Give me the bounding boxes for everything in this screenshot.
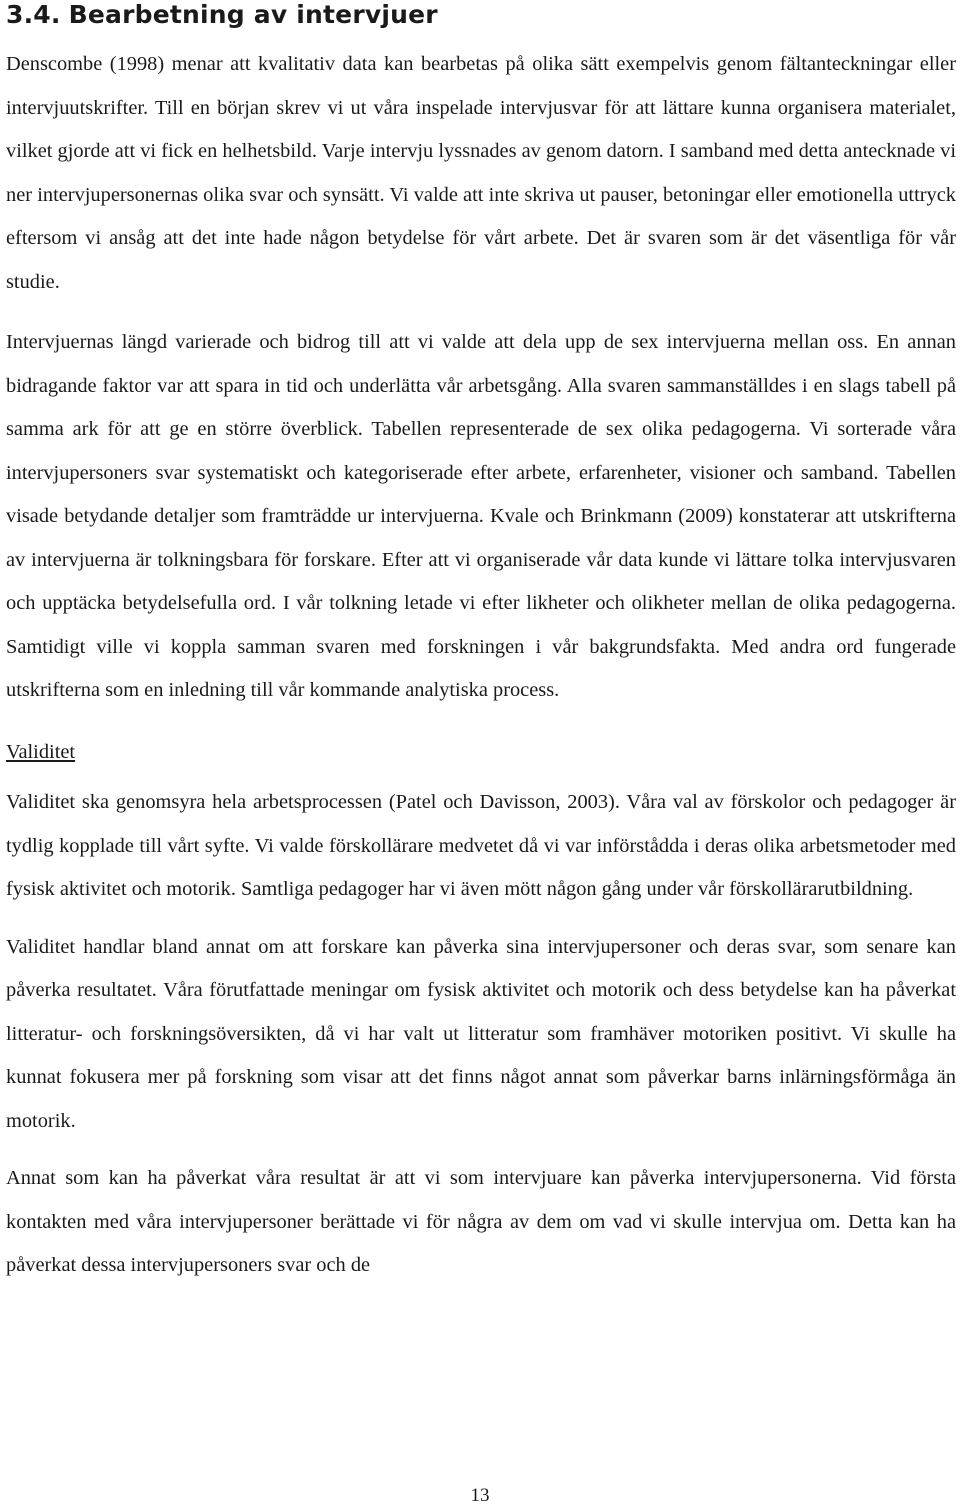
paragraph-validity-influence: Validitet handlar bland annat om att forskare kan påverka sina intervjupersoner och deras svar, som senare kan påverka resultatet. Våra förutfattade meningar om fysisk aktivitet och motorik och dess betydelse kan ha påverkat litteratur- och forskningsöversikten, då vi har valt ut litteratur som framhäver motoriken positivt. Vi skulle ha kunnat fokusera mer på forskning som visar att det finns något annat som påverkar barns inlärningsförmåga än motorik. [6, 935, 956, 1132]
paragraph-interview-length: Intervjuernas längd varierade och bidrog till att vi valde att dela upp de sex intervjuerna mellan oss. En annan bidragande faktor var att spara in tid och underlätta vår arbetsgång. Alla svaren sammanställdes i en slags tabell på samma ark för att ge en större överblick. Tabellen representerade de sex olika pedagogerna. Vi sorterade våra intervjupersoners svar systematiskt och kategoriserade efter arbete, erfarenheter, visioner och samband. Tabellen visade betydande detaljer som framträdde ur intervjuerna. Kvale och Brinkmann (2009) konstaterar att utskrifterna av intervjuerna är tolkningsbara för forskare. Efter att vi organiserade vår data kunde vi lättare tolka intervjusvaren och upptäcka betydelsefulla ord. I vår tolkning letade vi efter likheter och olikheter mellan de olika pedagogerna. Samtidigt ville vi koppla samman svaren med forskningen i vår bakgrundsfakta. Med andra ord fungerade utskrifterna som en inledning till vår kommande analytiska process. [6, 331, 956, 701]
paragraph-validity-intro: Validitet ska genomsyra hela arbetsprocessen (Patel och Davisson, 2003). Våra val av förskolor och pedagoger är tydlig kopplade till vårt syfte. Vi valde förskollärare medvetet då vi var införstådda i deras olika arbetsmetoder med fysisk aktivitet och motorik. Samtliga pedagoger har vi även mött någon gång under vår förskollärarutbildning. [6, 791, 956, 900]
document-page [6, 0, 956, 1288]
subheading-validity: Validitet [6, 740, 76, 763]
paragraph-data-processing: Denscombe (1998) menar att kvalitativ data kan bearbetas på olika sätt exempelvis genom fältanteckningar eller intervjuutskrifter. Till en början skrev vi ut våra inspelade intervjusvar för att lättare kunna organisera materialet, vilket gjorde att vi fick en helhetsbild. Varje intervju lyssnades av genom datorn. I samband med detta antecknade vi ner intervjupersonernas olika svar och synsätt. Vi valde att inte skriva ut pauser, betoningar eller emotionella uttryck eftersom vi ansåg att det inte hade någon betydelse för vårt arbete. Det är svaren som är det väsentliga för vår studie. [6, 53, 956, 293]
section-title: Bearbetning av intervjuer [68, 0, 438, 29]
paragraph-other-influence: Annat som kan ha påverkat våra resultat är att vi som intervjuare kan påverka intervjupersonerna. Vid första kontakten med våra intervjupersoner berättade vi för några av dem om vad vi skulle intervjua om. Detta kan ha påverkat dessa intervjupersoners svar och de [6, 1167, 956, 1276]
page-number: 13 [470, 1485, 490, 1506]
section-number: 3.4. [6, 0, 61, 29]
section-heading [6, 0, 956, 34]
